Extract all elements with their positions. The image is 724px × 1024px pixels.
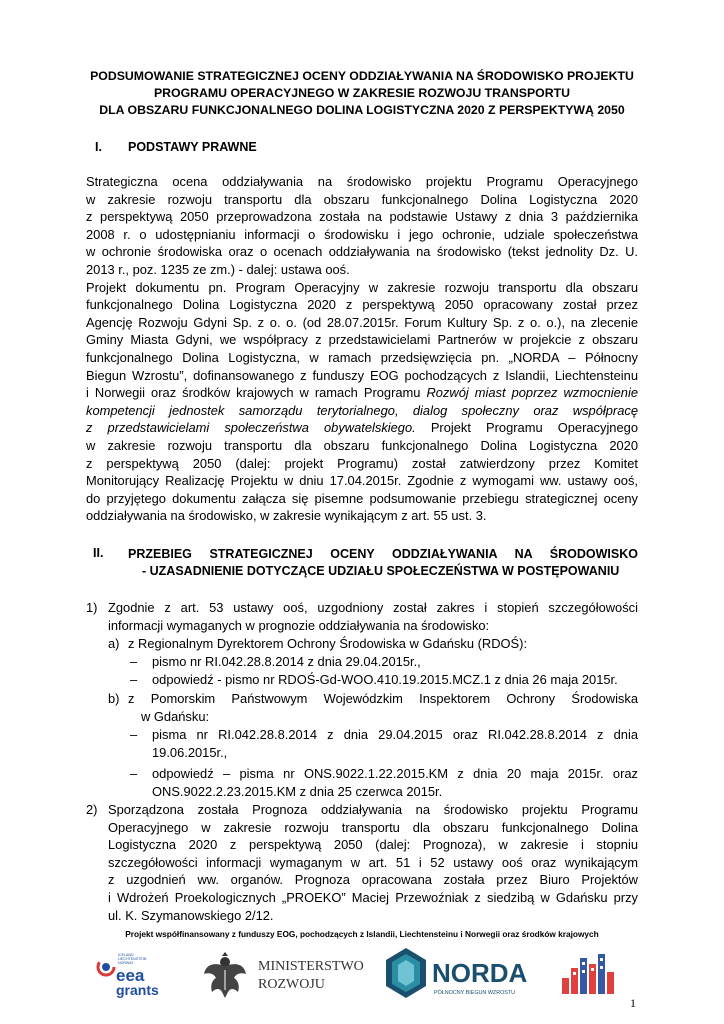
p2-line: w zakresie rozwoju transportu dla obszaru funkcjonalnego Dolina Logistyczna 2020 <box>86 437 638 453</box>
section-2-heading-line-1: PRZEBIEG STRATEGICZNEJ OCENY ODDZIAŁYWANIA NA ŚRODOWISKO <box>128 547 638 561</box>
eagle-emblem-icon <box>202 948 248 1000</box>
section-2-number: II. <box>93 546 104 560</box>
section-1-number: I. <box>95 140 102 154</box>
page-number: 1 <box>630 996 636 1010</box>
p2-line: Gminy Miasta Gdyni, we współpracy z przedstawicielami Partnerów w projekcie z obszaru <box>86 332 638 348</box>
section-2-heading-line-2: - UZASADNIENIE DOTYCZĄCE UDZIAŁU SPOŁECZEŃSTWA W POSTĘPOWANIU <box>142 564 620 578</box>
eea-country-2: LIECHTENSTEIN <box>118 957 147 961</box>
section-1-heading: PODSTAWY PRAWNE <box>128 140 257 154</box>
list-item-1-number: 1) <box>86 600 98 615</box>
sub-item-b-text: z Pomorskim Państwowym Wojewódzkim Inspektorem Ochrony Środowiska w Gdańsku: <box>128 691 638 724</box>
ministry-line-2: ROZWOJU <box>258 977 325 992</box>
p2-line: Biegun Wzrostu”, dofinansowanego z funduszy EOG pochodzących z Islandii, Liechtensteinu <box>86 367 638 383</box>
p2-line: Projekt dokumentu pn. Program Operacyjny w zakresie rozwoju transportu dla obszaru <box>86 279 638 295</box>
eea-word: eea <box>116 966 145 985</box>
document-title <box>60 68 664 119</box>
norda-logo-graphic <box>384 946 528 1006</box>
dash: – <box>130 766 138 781</box>
sub-item-a-label: a) <box>108 636 120 651</box>
p2-line: do przyjętego dokumentu załącza się pisemne podsumowanie przebiegu strategicznej oceny <box>86 490 638 506</box>
p2-line: funkcjonalnego Dolina Logistyczna 2020 z perspektywą 2050 opracowany został przez <box>86 297 638 313</box>
title-line-3: DLA OBSZARU FUNKCJONALNEGO DOLINA LOGISTYCZNA 2020 Z PERSPEKTYWĄ 2050 <box>99 103 625 117</box>
title-line-1: PODSUMOWANIE STRATEGICZNEJ OCENY ODDZIAŁYWANIA NA ŚRODOWISKO PROJEKTU <box>90 69 634 83</box>
ministry-line-1: MINISTERSTWO <box>258 959 364 974</box>
p1-line: w ochronie środowiska oraz o ocenach oddziaływania na środowisko (tekst jednolity Dz. U. <box>86 244 638 260</box>
p1-line: w zakresie rozwoju transportu dla obszaru funkcjonalnego Dolina Logistyczna 2020 <box>86 191 638 207</box>
ministry-name <box>258 958 364 994</box>
dash: – <box>130 727 138 742</box>
p2-line: z perspektywą 2050 (dalej: projekt Programu) został zatwierdzony przez Komitet <box>86 455 638 471</box>
p1-line: 2013 r., poz. 1235 ze zm.) - dalej: ustawa ooś. <box>86 261 350 277</box>
dash: – <box>130 672 138 687</box>
eea-country-3: NORWAY <box>118 961 134 965</box>
p2-line-mixed: z przedstawicielami społeczeństwa obywatelskiego. Projekt Programu Operacyjnego <box>86 420 638 436</box>
eea-grants-logo <box>92 948 192 998</box>
p2-line-italic: kompetencji jednostek samorządu terytorialnego, dialog społeczny oraz współpracę <box>86 402 638 418</box>
cofinancing-note: Projekt współfinansowany z funduszy EOG, pochodzących z Islandii, Liechtensteinu i Norwegii oraz środków krajowych <box>125 929 599 939</box>
norda-word: NORDA <box>432 958 528 988</box>
city-bars-logo <box>560 952 616 996</box>
sub-item-a-letter-1: pismo nr RI.042.28.8.2014 z dnia 29.04.2015r., <box>152 654 421 669</box>
p2-line: funkcjonalnego Dolina Logistyczna, w ramach przedsięwzięcia pn. „NORDA – Północny <box>86 349 638 365</box>
section-2-heading <box>128 546 638 580</box>
norda-subtitle: PÓŁNOCNY BIEGUN WZROSTU <box>434 990 516 996</box>
sub-item-a-letter-2: odpowiedź - pismo nr RDOŚ-Gd-WOO.410.19.2015.MCZ.1 z dnia 26 maja 2015r. <box>152 672 618 687</box>
p1-line: 2008 r. o udostępnianiu informacji o środowisku i jego ochronie, udziale społeczeństwa <box>86 226 638 242</box>
program-name-italic: Rozwój miast poprzez wzmocnienie <box>426 385 638 401</box>
section-1-body <box>86 173 638 525</box>
city-bars-graphic <box>560 952 616 996</box>
p1-line: Strategiczna ocena oddziaływania na środowisko projektu Programu Operacyjnego <box>86 174 638 189</box>
grants-word: grants <box>116 982 159 998</box>
list-item-2-number: 2) <box>86 802 98 817</box>
sub-item-b-letter-2: odpowiedź – pisma nr ONS.9022.1.22.2015.KM z dnia 20 maja 2015r. oraz ONS.9022.2.23.2015.KM z dnia 25 czerwca 2015r. <box>152 766 638 799</box>
title-line-2: PROGRAMU OPERACYJNEGO W ZAKRESIE ROZWOJU TRANSPORTU <box>153 86 571 100</box>
eea-country-1: ICELAND <box>118 953 134 957</box>
list-item-2: Sporządzona została Prognoza oddziaływania na środowisko projektu Programu Operacyjnego w zakresie rozwoju transportu dla obszaru funkcjonalnego Dolina Logistyczna 2020 z perspektywą 2050 (dalej: Prognoza), w zakresie i stopniu szczegółowości informacji wymaganym w art. 51 i 52 ustawy ooś oraz wynikającym z uzgodnień ww. organów. Prognoza opracowana została przez Biuro Projektów i Wdrożeń Proekologicznych „PROEKO” Maciej Przewoźniak z siedzibą w Gdańsku przy ul. K. Szymanowskiego 2/12. <box>108 802 638 923</box>
list-item-1-line-1: Zgodnie z art. 53 ustawy ooś, uzgodniony został zakres i stopień szczegółowości <box>108 600 638 615</box>
p2-line-mixed: i Norwegii oraz środków krajowych w ramach Programu Rozwój miast poprzez wzmocnienie <box>86 385 638 401</box>
eea-grants-logo-graphic <box>92 948 192 998</box>
norda-logo <box>384 946 528 1006</box>
p2-line: Monitorujący Realizację Projektu w dniu 17.04.2015r. Zgodnie z wymogami ww. ustawy ooś, <box>86 473 638 489</box>
p2-line: oddziaływania na środowisko, w zakresie wynikającym z art. 55 ust. 3. <box>86 508 487 524</box>
sub-item-b-label: b) <box>108 691 120 706</box>
dash: – <box>130 654 138 669</box>
list-item-1-line-2: informacji wymaganych w prognozie oddziaływania na środowisko: <box>108 617 490 633</box>
list-item-1 <box>108 599 638 634</box>
sub-item-a-text: z Regionalnym Dyrektorem Ochrony Środowiska w Gdańsku (RDOŚ): <box>128 636 528 651</box>
p1-line: z perspektywą 2050 przeprowadzona została na podstawie Ustawy z dnia 3 października <box>86 209 638 225</box>
p2-line: Agencję Rozwoju Gdyni Sp. z o. o. (od 28.07.2015r. Forum Kultury Sp. z o. o.), na zlecenie <box>86 314 638 330</box>
eagle-emblem-graphic <box>202 948 248 1000</box>
sub-item-b-letter-1: pisma nr RI.042.28.8.2014 z dnia 29.04.2015 oraz RI.042.28.8.2014 z dnia 19.06.2015r., <box>152 727 638 760</box>
